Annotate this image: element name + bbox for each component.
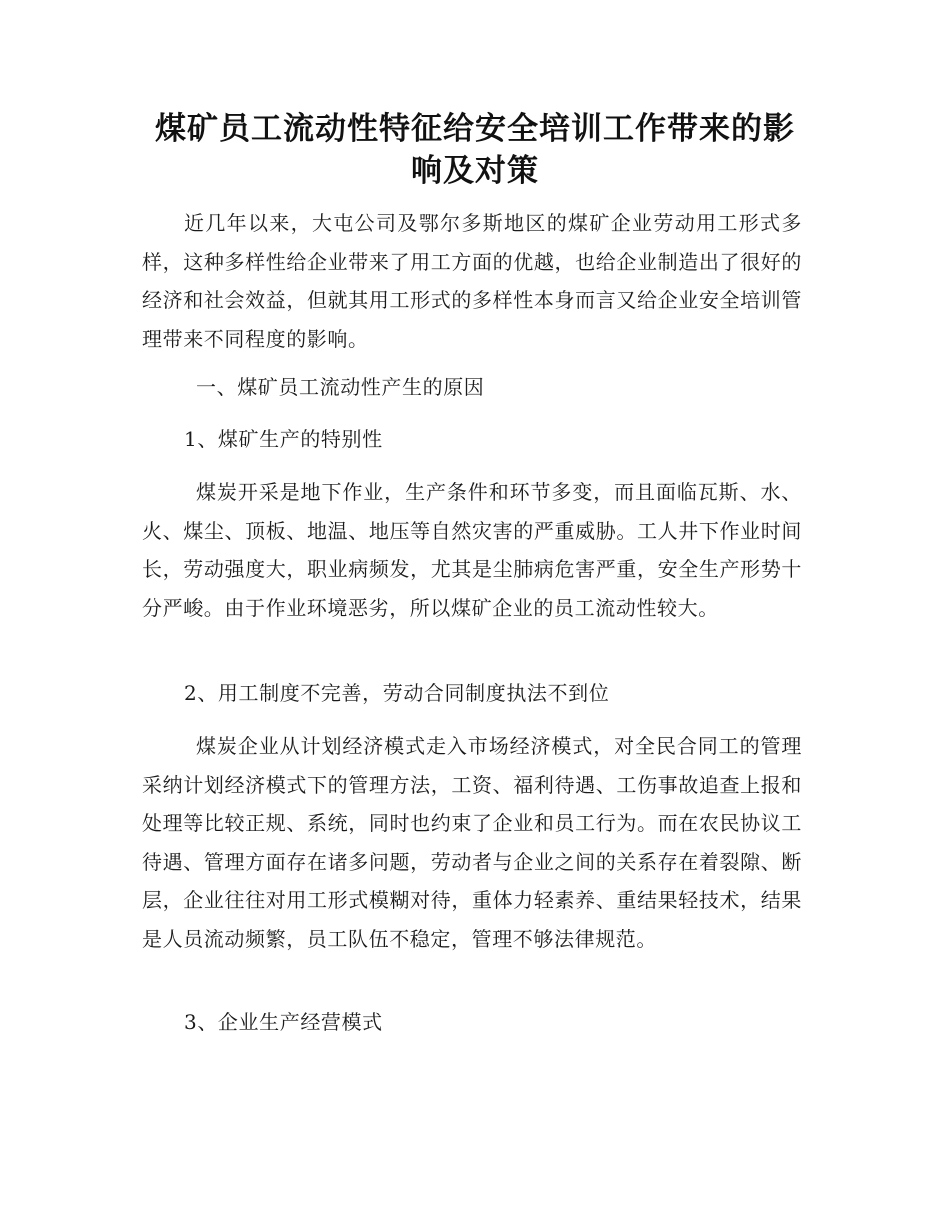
subsection-body-1: 煤炭开采是地下作业，生产条件和环节多变，而且面临瓦斯、水、火、煤尘、顶板、地温、地压等自然灾害的严重威胁。工人井下作业时间长，劳动强度大，职业病频发，尤其是尘肺病危害严重，安全生产形势十分严峻。由于作业环境恶劣，所以煤矿企业的员工流动性较大。 — [142, 480, 802, 620]
subsection-heading-3: 3、企业生产经营模式 — [184, 1010, 383, 1034]
subsection-body-2: 煤炭企业从计划经济模式走入市场经济模式，对全民合同工的管理采纳计划经济模式下的管理方法，工资、福利待遇、工伤事故追查上报和处理等比较正规、系统，同时也约束了企业和员工行为。而在农民协议工待遇、管理方面存在诸多问题，劳动者与企业之间的关系存在着裂隙、断层，企业往往对用工形式模糊对待，重体力轻素养、重结果轻技术，结果是人员流动频繁，员工队伍不稳定，管理不够法律规范。 — [142, 734, 802, 951]
section-heading-1: 一、煤矿员工流动性产生的原因 — [196, 375, 485, 399]
intro-paragraph: 近几年以来，大屯公司及鄂尔多斯地区的煤矿企业劳动用工形式多样，这种多样性给企业带来了用工方面的优越，也给企业制造出了很好的经济和社会效益，但就其用工形式的多样性本身而言又给企业安全培训管理带来不同程度的影响。 — [142, 211, 802, 351]
subsection-heading-1: 1、煤矿生产的特别性 — [184, 427, 383, 451]
document-title: 煤矿员工流动性特征给安全培训工作带来的影响及对策 — [155, 111, 795, 189]
subsection-heading-2: 2、用工制度不完善，劳动合同制度执法不到位 — [184, 681, 610, 705]
